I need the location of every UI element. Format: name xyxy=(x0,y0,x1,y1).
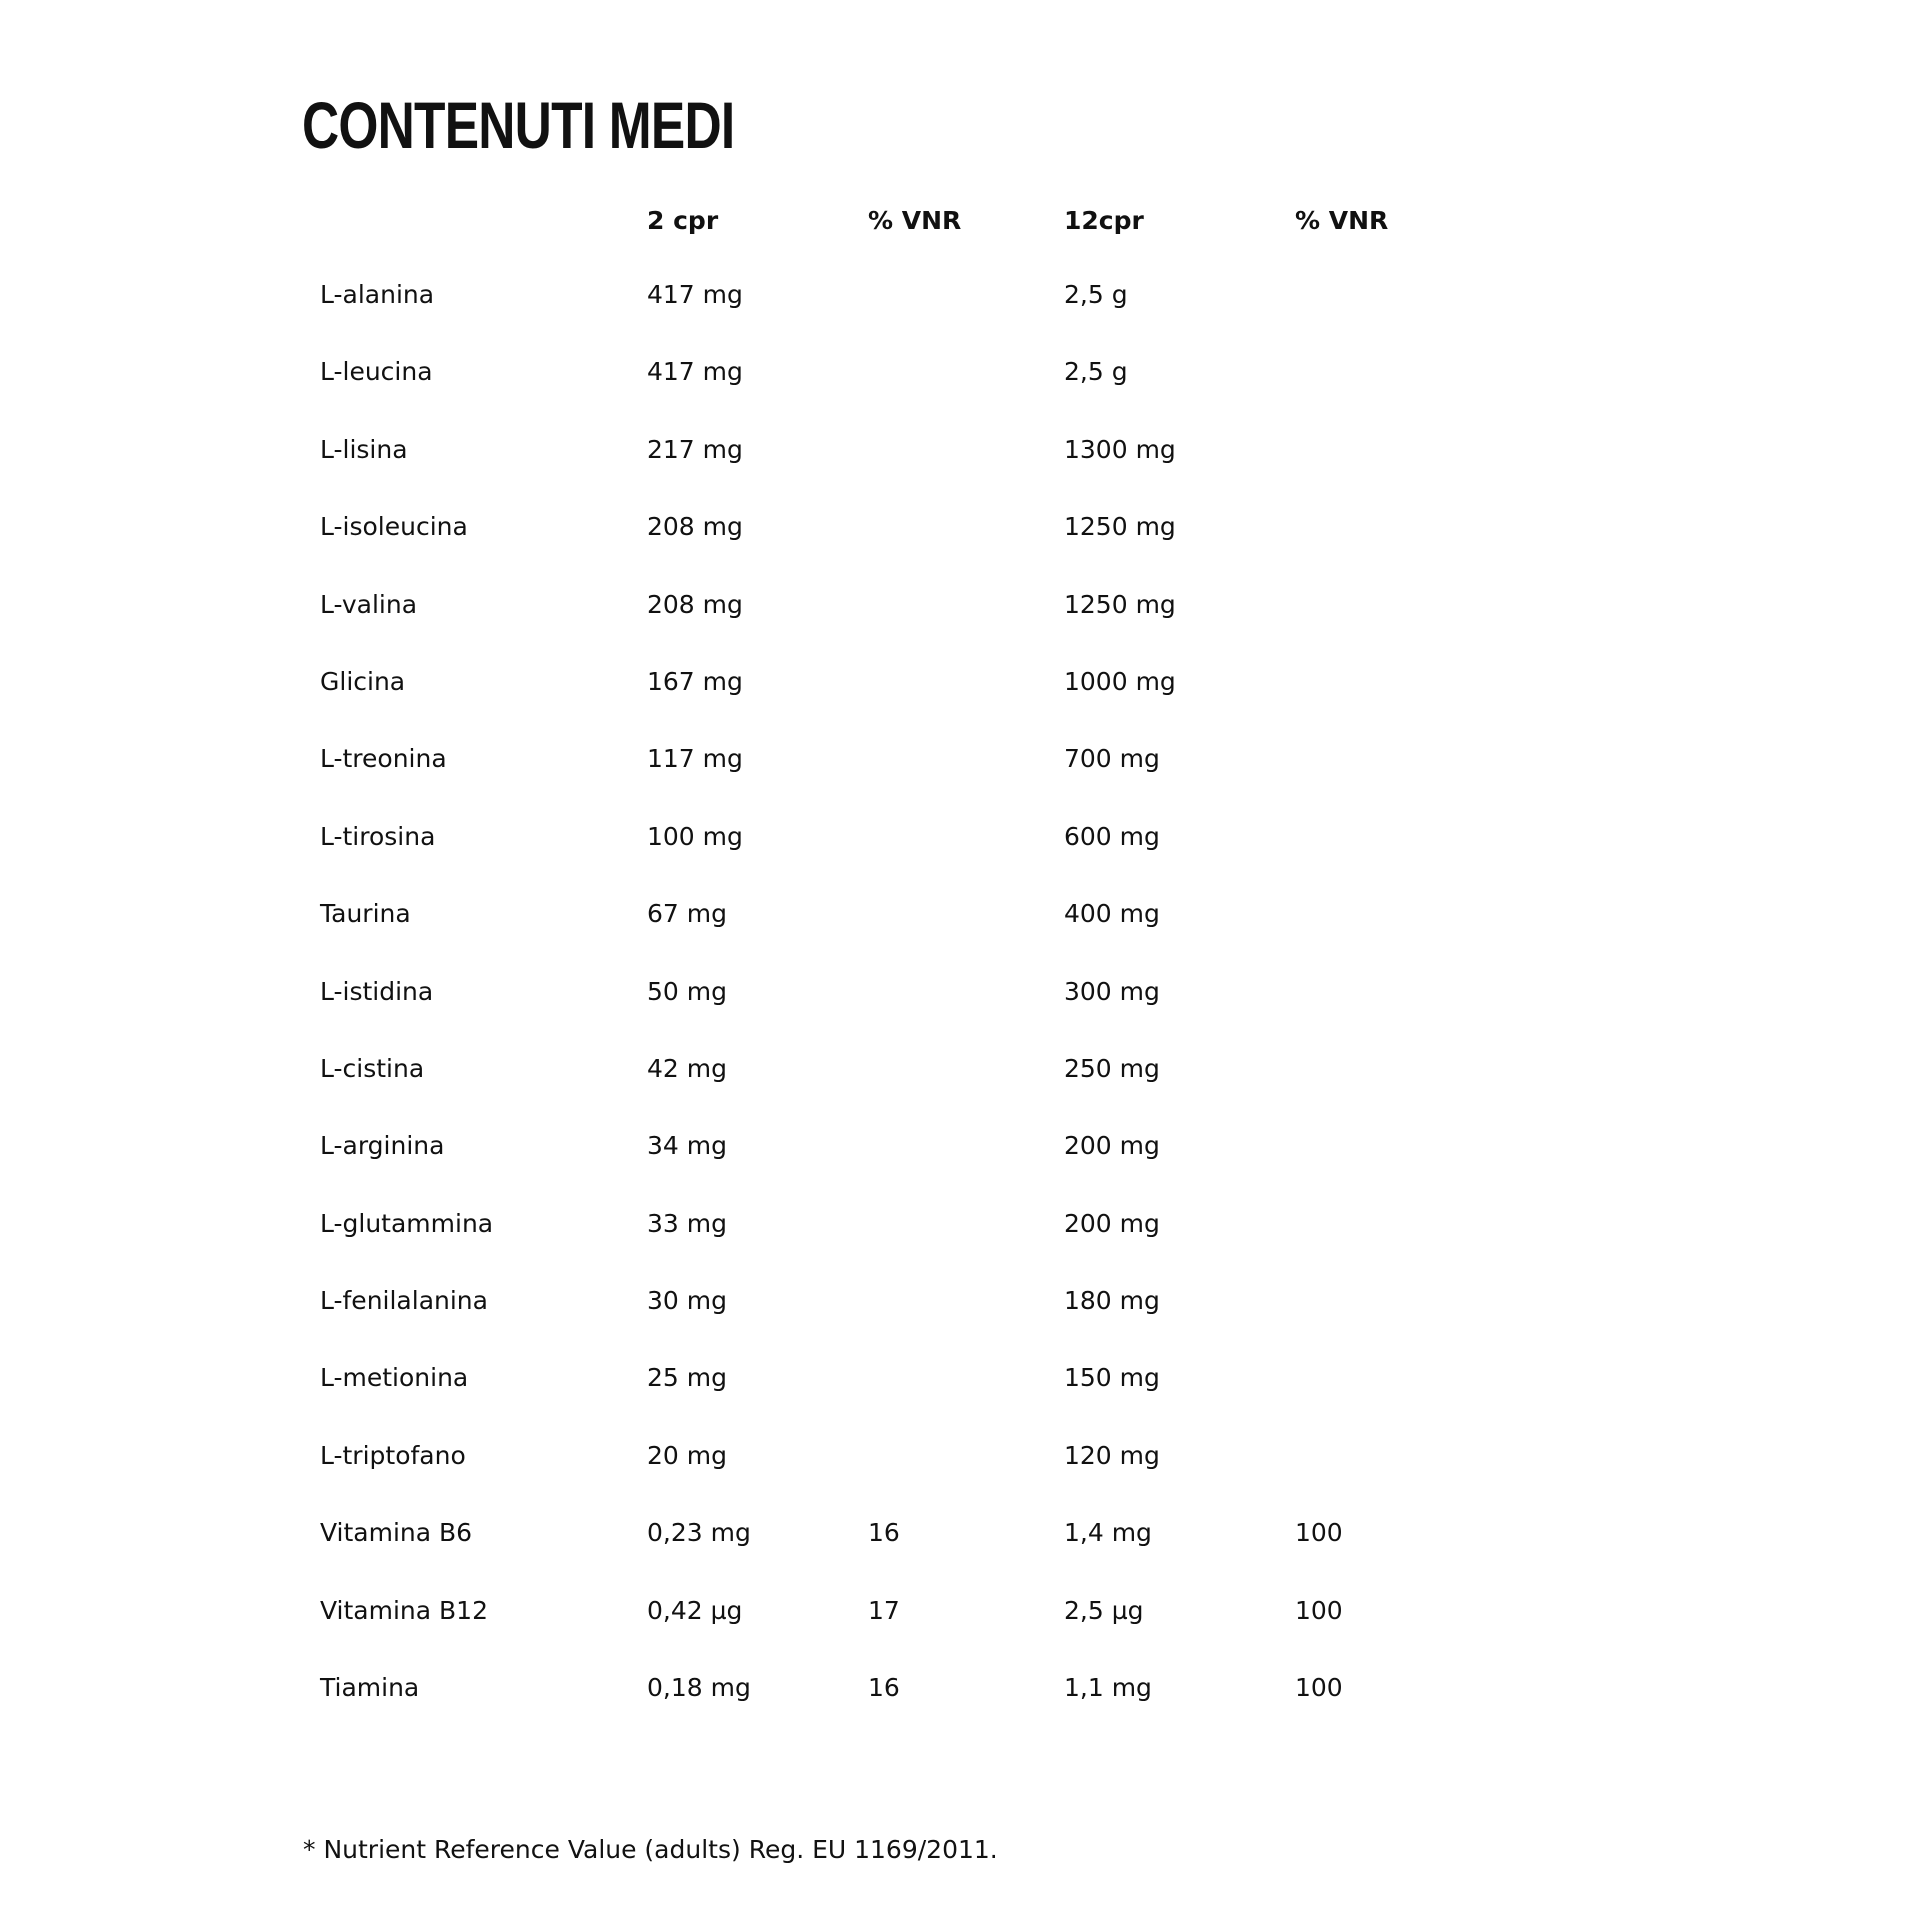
amount-12cpr: 1,1 mg xyxy=(1064,1673,1152,1703)
table-row xyxy=(0,897,1920,974)
amount-12cpr: 200 mg xyxy=(1064,1208,1160,1238)
table-row xyxy=(0,1439,1920,1516)
amount-12cpr: 400 mg xyxy=(1064,899,1160,929)
table-row xyxy=(0,1207,1920,1284)
nutrient-name: L-leucina xyxy=(320,357,433,387)
amount-12cpr: 250 mg xyxy=(1064,1053,1160,1083)
header-2cpr: 2 cpr xyxy=(647,206,719,235)
amount-2cpr: 117 mg xyxy=(647,744,743,774)
amount-2cpr: 100 mg xyxy=(647,821,743,851)
amount-12cpr: 2,5 µg xyxy=(1064,1595,1144,1625)
table-row xyxy=(0,1361,1920,1438)
amount-2cpr: 20 mg xyxy=(647,1440,727,1470)
footnote: * Nutrient Reference Value (adults) Reg. EU 1169/2011. xyxy=(303,1835,998,1864)
amount-12cpr: 1250 mg xyxy=(1064,589,1176,619)
amount-12cpr: 700 mg xyxy=(1064,744,1160,774)
table-row xyxy=(0,1284,1920,1361)
nutrient-name: Taurina xyxy=(320,899,411,929)
table-row xyxy=(0,1052,1920,1129)
amount-12cpr: 150 mg xyxy=(1064,1363,1160,1393)
table-row xyxy=(0,1594,1920,1671)
amount-2cpr: 217 mg xyxy=(647,434,743,464)
nutrient-name: L-treonina xyxy=(320,744,447,774)
amount-2cpr: 0,23 mg xyxy=(647,1518,751,1548)
page-title: CONTENUTI MEDI xyxy=(302,88,735,162)
nutrient-name: L-alanina xyxy=(320,280,435,309)
amount-2cpr: 50 mg xyxy=(647,976,727,1006)
vnr-2cpr: 16 xyxy=(868,1673,900,1703)
amount-12cpr: 1,4 mg xyxy=(1064,1518,1152,1548)
amount-2cpr: 208 mg xyxy=(647,512,743,542)
nutrient-name: L-istidina xyxy=(320,976,434,1006)
table-row xyxy=(0,433,1920,510)
nutrient-name: L-arginina xyxy=(320,1131,445,1161)
amount-2cpr: 25 mg xyxy=(647,1363,727,1393)
table-row xyxy=(0,742,1920,819)
header-vnr-12cpr: % VNR xyxy=(1295,206,1389,235)
table-row xyxy=(0,665,1920,742)
nutrient-name: L-lisina xyxy=(320,434,408,464)
nutrient-name: L-tirosina xyxy=(320,821,436,851)
nutrient-name: Glicina xyxy=(320,666,406,696)
nutrient-name: L-fenilalanina xyxy=(320,1286,488,1316)
amount-12cpr: 1300 mg xyxy=(1064,434,1176,464)
amount-12cpr: 1250 mg xyxy=(1064,512,1176,542)
nutrient-name: L-cistina xyxy=(320,1053,425,1083)
table-row xyxy=(0,588,1920,665)
amount-12cpr: 300 mg xyxy=(1064,976,1160,1006)
amount-12cpr: 2,5 g xyxy=(1064,280,1128,309)
amount-2cpr: 417 mg xyxy=(647,357,743,387)
table-row xyxy=(0,1129,1920,1206)
nutrient-name: L-glutammina xyxy=(320,1208,494,1238)
table-row xyxy=(0,278,1920,355)
nutrient-name: Vitamina B12 xyxy=(320,1595,488,1625)
amount-12cpr: 1000 mg xyxy=(1064,666,1176,696)
nutrient-name: L-triptofano xyxy=(320,1440,466,1470)
amount-2cpr: 208 mg xyxy=(647,589,743,619)
amount-2cpr: 0,42 µg xyxy=(647,1595,743,1625)
vnr-12cpr: 100 xyxy=(1295,1595,1343,1625)
nutrient-name: L-metionina xyxy=(320,1363,469,1393)
table-row xyxy=(0,820,1920,897)
amount-12cpr: 600 mg xyxy=(1064,821,1160,851)
table-row xyxy=(0,975,1920,1052)
amount-2cpr: 417 mg xyxy=(647,280,743,309)
amount-2cpr: 30 mg xyxy=(647,1286,727,1316)
amount-2cpr: 0,18 mg xyxy=(647,1673,751,1703)
vnr-2cpr: 17 xyxy=(868,1595,900,1625)
nutrient-name: L-isoleucina xyxy=(320,512,468,542)
amount-2cpr: 33 mg xyxy=(647,1208,727,1238)
amount-2cpr: 34 mg xyxy=(647,1131,727,1161)
table-row xyxy=(0,1516,1920,1593)
header-12cpr: 12cpr xyxy=(1064,206,1144,235)
amount-2cpr: 167 mg xyxy=(647,666,743,696)
amount-12cpr: 200 mg xyxy=(1064,1131,1160,1161)
table-row xyxy=(0,510,1920,587)
amount-2cpr: 42 mg xyxy=(647,1053,727,1083)
nutrient-name: L-valina xyxy=(320,589,418,619)
vnr-12cpr: 100 xyxy=(1295,1673,1343,1703)
amount-12cpr: 2,5 g xyxy=(1064,357,1128,387)
nutrient-name: Vitamina B6 xyxy=(320,1518,473,1548)
vnr-12cpr: 100 xyxy=(1295,1518,1343,1548)
header-vnr-2cpr: % VNR xyxy=(868,206,962,235)
amount-12cpr: 120 mg xyxy=(1064,1440,1160,1470)
vnr-2cpr: 16 xyxy=(868,1518,900,1548)
table-row xyxy=(0,1671,1920,1748)
nutrient-name: Tiamina xyxy=(320,1673,420,1703)
table-row xyxy=(0,355,1920,432)
table-header-row xyxy=(0,204,1920,238)
amount-2cpr: 67 mg xyxy=(647,899,727,929)
nutrition-table-body xyxy=(0,278,1920,1748)
amount-12cpr: 180 mg xyxy=(1064,1286,1160,1316)
